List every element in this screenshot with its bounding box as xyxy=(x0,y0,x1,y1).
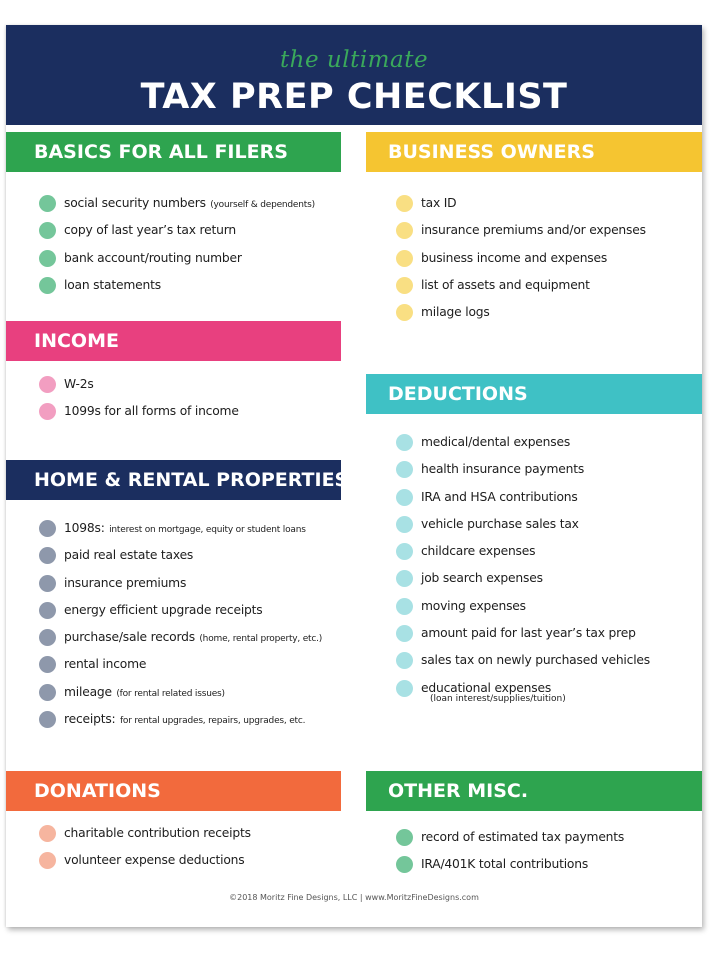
item-text: purchase/sale records xyxy=(64,630,195,645)
checklist-item xyxy=(39,246,315,273)
item-text: 1098s: xyxy=(64,521,105,535)
bullet-dot-icon xyxy=(39,852,56,869)
checklist-item xyxy=(396,191,646,218)
item-text: educational expenses xyxy=(421,680,552,695)
checklist-item xyxy=(396,300,646,327)
item-text: medical/dental expenses xyxy=(421,435,571,449)
list-other-misc xyxy=(396,825,624,880)
page-title: TAX PREP CHECKLIST xyxy=(140,77,568,117)
section-header-other-misc: OTHER MISC. xyxy=(366,771,702,811)
item-text: IRA and HSA contributions xyxy=(421,489,578,504)
section-header-business-owners: BUSINESS OWNERS xyxy=(366,132,702,172)
item-text: sales tax on newly purchased vehicles xyxy=(421,653,650,668)
checklist-item xyxy=(39,598,322,625)
item-text: health insurance payments xyxy=(421,462,585,477)
checklist-item xyxy=(396,246,646,273)
bullet-dot-icon xyxy=(396,680,413,697)
item-text: insurance premiums and/or expenses xyxy=(421,223,646,238)
bullet-dot-icon xyxy=(396,829,413,846)
bullet-dot-icon xyxy=(39,684,56,701)
checklist-item xyxy=(396,512,650,539)
checklist-item xyxy=(39,191,315,218)
checklist-item xyxy=(39,516,322,543)
checklist-item xyxy=(39,680,322,707)
section-header-deductions: DEDUCTIONS xyxy=(366,374,702,414)
checklist-item xyxy=(39,372,239,399)
bullet-dot-icon xyxy=(39,629,56,646)
item-note: (for rental related issues) xyxy=(116,688,225,699)
script-subtitle: the ultimate xyxy=(279,47,429,73)
checklist-item xyxy=(39,652,322,679)
item-note: interest on mortgage, equity or student loans xyxy=(109,525,306,535)
item-text: W-2s xyxy=(64,377,94,391)
bullet-dot-icon xyxy=(396,304,413,321)
checklist-item xyxy=(39,821,251,848)
list-income xyxy=(39,372,239,427)
checklist-item xyxy=(396,825,624,852)
checklist-item xyxy=(396,566,650,593)
list-donations xyxy=(39,821,251,876)
bullet-dot-icon xyxy=(396,434,413,451)
item-text: list of assets and equipment xyxy=(421,277,590,292)
bullet-dot-icon xyxy=(39,403,56,420)
checklist-item xyxy=(39,571,322,598)
checklist-item xyxy=(39,543,322,570)
item-text: energy efficient upgrade receipts xyxy=(64,602,263,617)
item-text: tax ID xyxy=(421,196,457,210)
bullet-dot-icon xyxy=(396,222,413,239)
checklist-item xyxy=(396,852,624,879)
item-text: childcare expenses xyxy=(421,544,536,559)
checklist-item xyxy=(39,848,251,875)
checklist-item xyxy=(39,218,315,245)
checklist-item xyxy=(39,273,315,300)
item-text: receipts: xyxy=(64,712,116,727)
bullet-dot-icon xyxy=(396,461,413,478)
item-note: (loan interest/supplies/tuition) xyxy=(430,693,566,704)
item-note: (yourself & dependents) xyxy=(210,200,315,210)
footer-copyright: ©2018 Moritz Fine Designs, LLC | www.MoritzFineDesigns.com xyxy=(229,893,479,902)
bullet-dot-icon xyxy=(396,543,413,560)
item-text: social security numbers xyxy=(64,196,206,210)
section-header-home-rental: HOME & RENTAL PROPERTIES xyxy=(6,460,341,500)
item-text: charitable contribution receipts xyxy=(64,826,251,840)
item-text: volunteer expense deductions xyxy=(64,853,245,868)
bullet-dot-icon xyxy=(39,575,56,592)
bullet-dot-icon xyxy=(396,250,413,267)
checklist-page xyxy=(6,25,702,927)
checklist-item xyxy=(39,707,322,734)
item-note: for rental upgrades, repairs, upgrades, etc. xyxy=(119,716,306,727)
checklist-item xyxy=(396,273,646,300)
bullet-dot-icon xyxy=(39,602,56,619)
section-header-basics: BASICS FOR ALL FILERS xyxy=(6,132,341,172)
item-text: business income and expenses xyxy=(421,250,608,265)
bullet-dot-icon xyxy=(396,516,413,533)
bullet-dot-icon xyxy=(396,652,413,669)
item-text: bank account/routing number xyxy=(64,250,242,265)
item-text: amount paid for last year’s tax prep xyxy=(421,626,636,641)
checklist-item xyxy=(396,648,650,675)
checklist-item xyxy=(39,399,239,426)
bullet-dot-icon xyxy=(39,250,56,267)
bullet-dot-icon xyxy=(396,277,413,294)
header-banner xyxy=(6,25,702,125)
bullet-dot-icon xyxy=(396,570,413,587)
item-text: rental income xyxy=(64,657,147,672)
bullet-dot-icon xyxy=(396,625,413,642)
bullet-dot-icon xyxy=(39,520,56,537)
bullet-dot-icon xyxy=(396,856,413,873)
list-basics xyxy=(39,191,315,300)
bullet-dot-icon xyxy=(39,656,56,673)
item-text: moving expenses xyxy=(421,598,526,613)
item-text: milage logs xyxy=(421,305,490,320)
section-header-income: INCOME xyxy=(6,321,341,361)
section-header-donations: DONATIONS xyxy=(6,771,341,811)
bullet-dot-icon xyxy=(39,222,56,239)
bullet-dot-icon xyxy=(39,195,56,212)
bullet-dot-icon xyxy=(39,277,56,294)
item-text: paid real estate taxes xyxy=(64,548,194,563)
item-text: vehicle purchase sales tax xyxy=(421,516,579,531)
checklist-item xyxy=(396,430,650,457)
bullet-dot-icon xyxy=(39,376,56,393)
checklist-item xyxy=(396,594,650,621)
item-text: insurance premiums xyxy=(64,575,187,590)
bullet-dot-icon xyxy=(396,489,413,506)
item-text: copy of last year’s tax return xyxy=(64,223,236,238)
checklist-item xyxy=(396,621,650,648)
checklist-item xyxy=(396,457,650,484)
list-business-owners xyxy=(396,191,646,327)
item-note: (home, rental property, etc.) xyxy=(199,634,323,645)
checklist-item xyxy=(39,625,322,652)
item-text: mileage xyxy=(64,684,112,699)
bullet-dot-icon xyxy=(396,598,413,615)
item-text: record of estimated tax payments xyxy=(421,830,625,844)
checklist-item xyxy=(396,485,650,512)
bullet-dot-icon xyxy=(39,711,56,728)
item-text: 1099s for all forms of income xyxy=(64,404,239,419)
item-text: IRA/401K total contributions xyxy=(421,857,589,872)
checklist-item xyxy=(396,539,650,566)
bullet-dot-icon xyxy=(39,825,56,842)
checklist-item xyxy=(396,218,646,245)
list-home-rental xyxy=(39,516,322,734)
item-text: job search expenses xyxy=(421,571,543,586)
item-text: loan statements xyxy=(64,277,161,292)
bullet-dot-icon xyxy=(396,195,413,212)
list-deductions xyxy=(396,430,650,703)
checklist-item xyxy=(396,676,650,703)
bullet-dot-icon xyxy=(39,547,56,564)
